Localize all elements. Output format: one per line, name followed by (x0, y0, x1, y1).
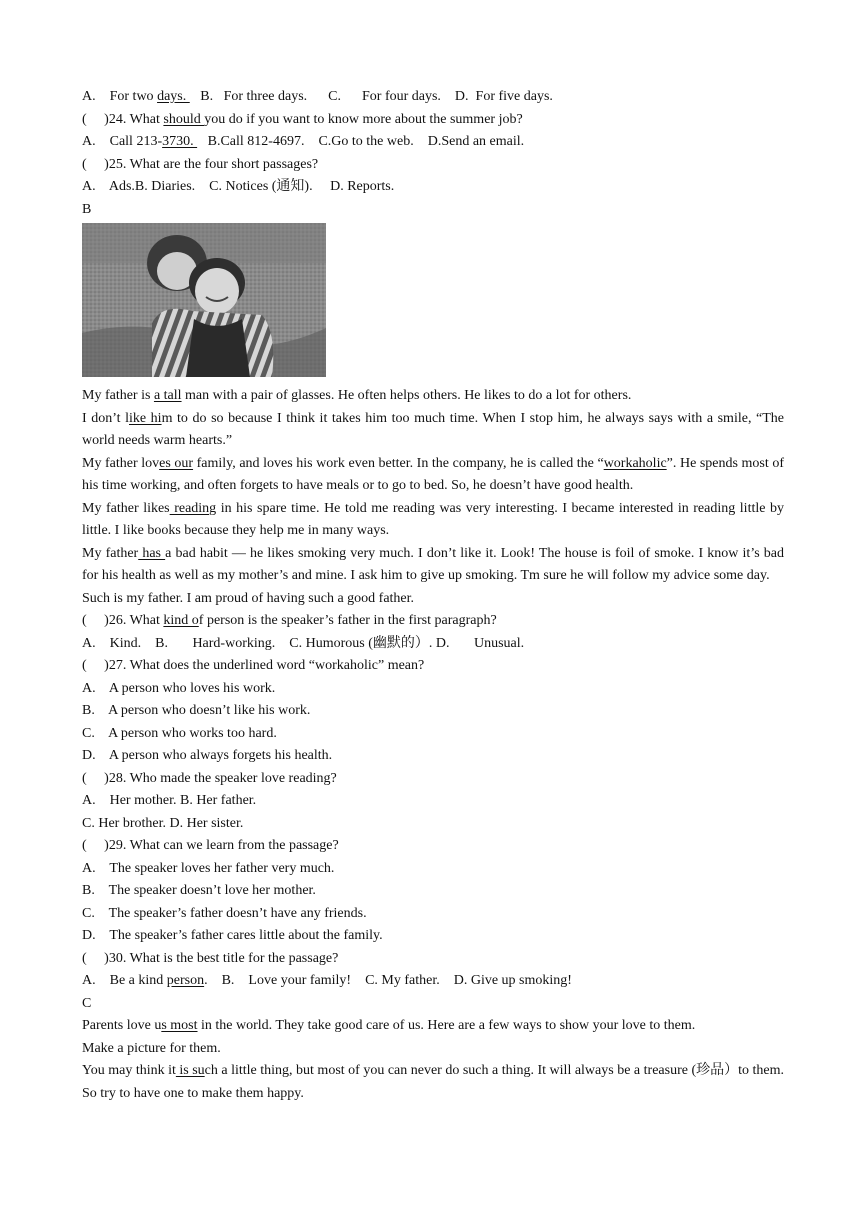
q27-option-c: C. A person who works too hard. (82, 725, 277, 741)
q28-options-ab: A. Her mother. B. Her father. (82, 793, 257, 808)
question-text: ( )26. What (82, 613, 164, 628)
paragraph-text: Parents love u (82, 1018, 162, 1033)
q27-option-a: A. A person who loves his work. (82, 680, 276, 696)
question-26 (82, 610, 784, 633)
paragraph-3 (82, 453, 788, 498)
c-paragraph-2: Make a picture for them. (82, 1040, 221, 1056)
q27-option-d: D. A person who always forgets his health. (82, 748, 333, 763)
paragraph-text: a bad habit — he likes smoking very much. I don’t like it. Look! The house is foil of smoke. I know it’s bad for his health as well as my mother’s and mine. I ask him to give up smoking. Tm sure he will follow my advice some day. (82, 545, 788, 583)
underlined-text: a tall (153, 388, 182, 403)
paragraph-text: My father is (82, 388, 154, 403)
question-24 (82, 109, 784, 132)
question-text: you do if you want to know more about the summer job? (204, 111, 523, 127)
c-paragraph-3 (82, 1060, 788, 1105)
paragraph-text: family, and loves his work even better. In the company, he is called the “ (193, 455, 604, 471)
question-text: ( )24. What (82, 111, 164, 127)
paragraph-text: My father lov (82, 455, 160, 471)
question-28: ( )28. Who made the speaker love reading? (82, 770, 337, 786)
paragraph-2 (82, 408, 788, 453)
option-text: . B. Love your family! C. My father. D. Give up smoking! (204, 973, 572, 988)
option-text: B. For three days. C. For four days. D. For five days. (189, 89, 553, 104)
q30-options (82, 970, 784, 993)
q23-options (82, 86, 784, 109)
underlined-text: should (163, 111, 205, 127)
paragraph-text: You may think it (82, 1063, 176, 1078)
underlined-word-workaholic: workaholic (603, 455, 667, 471)
q29-option-c: C. The speaker’s father doesn’t have any friends. (82, 905, 367, 921)
option-text: A. Be a kind (82, 973, 167, 988)
paragraph-text: I don’t l (82, 410, 129, 426)
option-text: B.Call 812-4697. C.Go to the web. D.Send an email. (197, 134, 525, 149)
paragraph-text: g in his spare time. He told me reading was very interesting. I became interested in reading little by little. I like books because they help me in many ways. (82, 500, 788, 538)
paragraph-1 (82, 385, 784, 408)
section-c-heading: C (82, 995, 92, 1011)
father-daughter-photo (82, 223, 326, 377)
c-paragraph-1 (82, 1015, 784, 1038)
q24-options (82, 131, 784, 154)
underlined-text: readin (169, 500, 210, 516)
underlined-text: kind o (163, 613, 199, 628)
paragraph-text: My father (82, 545, 139, 561)
paragraph-text: man with a pair of glasses. He often helps others. He likes to do a lot for others. (181, 388, 632, 403)
q29-option-b: B. The speaker doesn’t love her mother. (82, 883, 316, 898)
q26-options: A. Kind. B. Hard-working. C. Humorous (幽默的）. D. Unusual. (82, 635, 525, 651)
worksheet-page (82, 86, 788, 1105)
question-29: ( )29. What can we learn from the passage? (82, 838, 339, 853)
question-25: ( )25. What are the four short passages? (82, 156, 319, 172)
q25-options: A. Ads.B. Diaries. C. Notices (通知). D. Reports. (82, 179, 395, 194)
question-27: ( )27. What does the underlined word “workaholic” mean? (82, 658, 425, 673)
underlined-text: ike hi (129, 410, 162, 426)
paragraph-text: ”. He spends most of his time working, and often forgets to have meals or to go to bed. So, he doesn’t have good health. (82, 455, 788, 493)
q29-option-d: D. The speaker’s father cares little about the family. (82, 928, 383, 943)
underlined-text: es our (159, 455, 194, 471)
underlined-text: s most (161, 1018, 198, 1033)
question-30: ( )30. What is the best title for the passage? (82, 950, 339, 966)
question-text: f person is the speaker’s father in the first paragraph? (198, 613, 497, 628)
underlined-text: 3730. (162, 134, 198, 149)
q28-options-cd: C. Her brother. D. Her sister. (82, 815, 244, 831)
option-text: A. For two (82, 89, 158, 104)
option-text: A. Call 213- (82, 134, 163, 149)
section-b-heading: B (82, 201, 92, 217)
paragraph-text: in the world. They take good care of us. Here are a few ways to show your love to them. (197, 1018, 696, 1033)
photo-image (82, 223, 326, 377)
paragraph-5 (82, 543, 788, 588)
paragraph-text: ch a little thing, but most of you can never do such a thing. It will always be a treasure (珍品）to them. So try to have one to make them happy. (82, 1063, 788, 1101)
paragraph-4 (82, 498, 788, 543)
paragraph-6: Such is my father. I am proud of having such a good father. (82, 590, 415, 606)
q29-option-a: A. The speaker loves her father very much. (82, 860, 335, 876)
underlined-text: days. (157, 89, 190, 104)
underlined-text: person (166, 973, 205, 988)
paragraph-text: My father likes (82, 500, 170, 516)
underlined-text: is su (175, 1063, 205, 1078)
underlined-text: has (138, 545, 166, 561)
paragraph-text: m to do so because I think it takes him too much time. When I stop him, he always says with a smile, “The world needs warm hearts.” (82, 410, 788, 448)
q27-option-b: B. A person who doesn’t like his work. (82, 703, 311, 718)
